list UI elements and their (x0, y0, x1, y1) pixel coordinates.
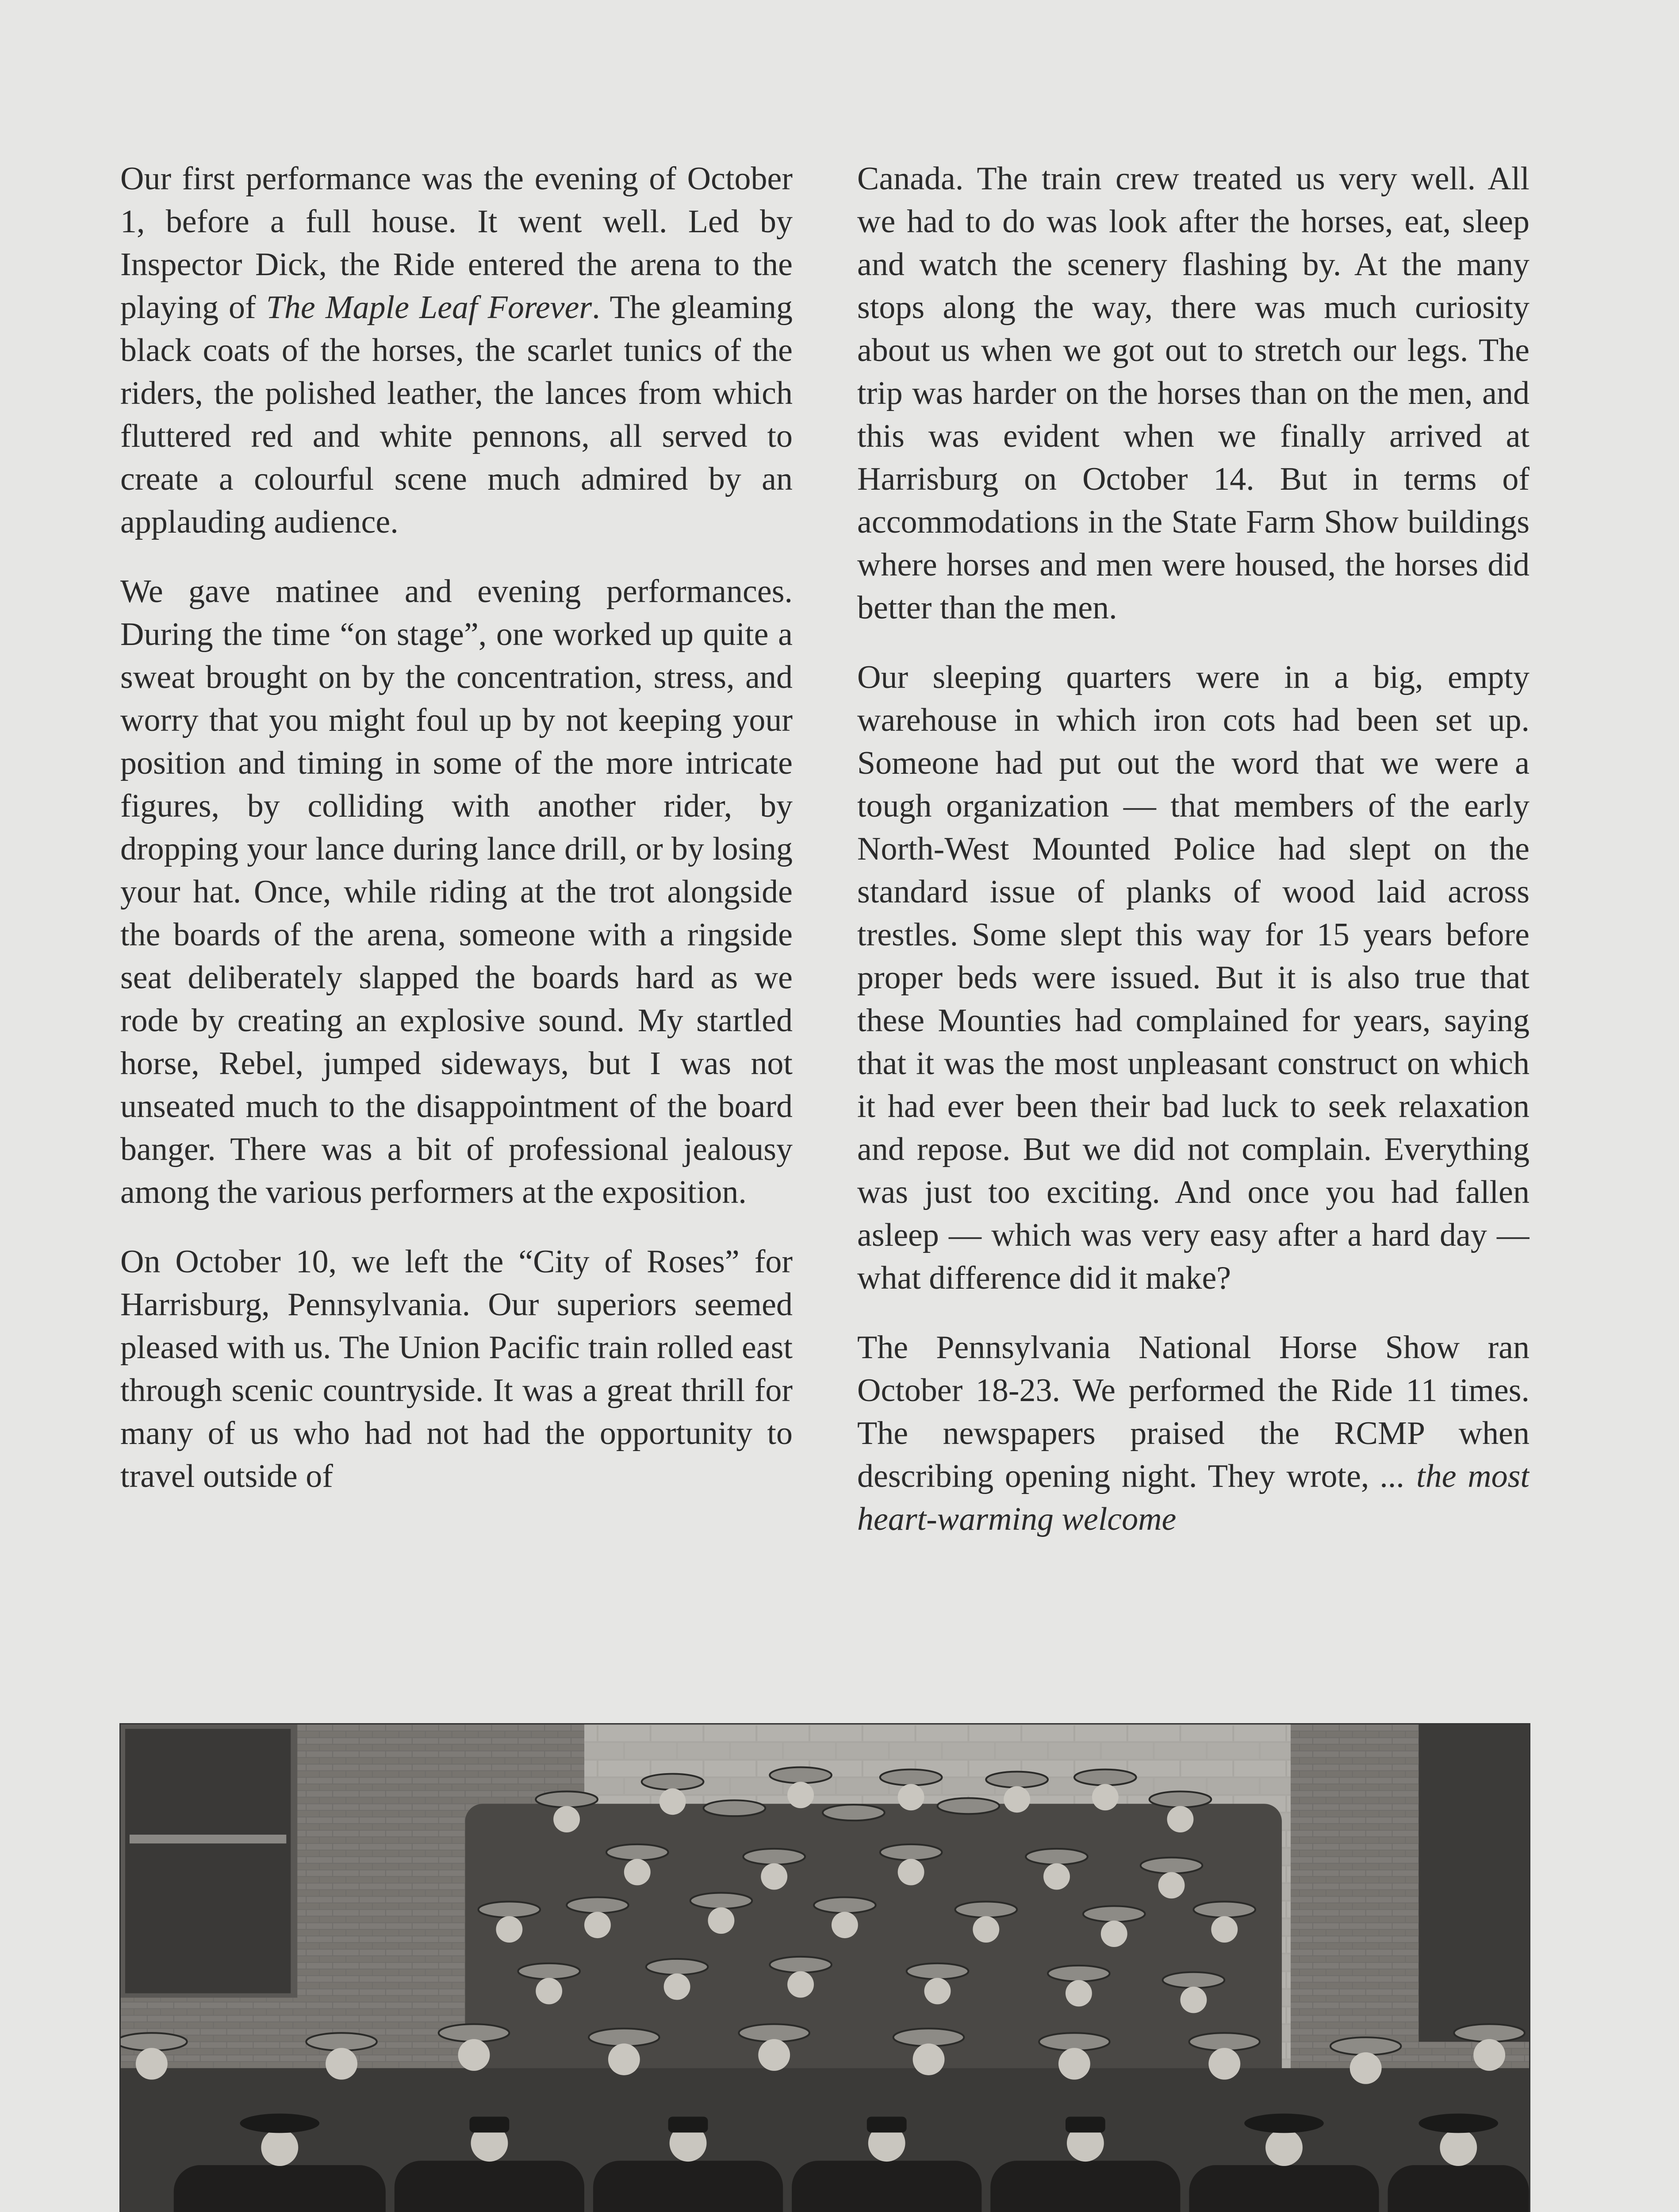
right-paragraph-3-text: The Pennsylvania National Horse Show ran October 18-23. We performed the Ride 11 times. The newspapers praised the RCMP when describing opening night. They wrote, (857, 1329, 1530, 1494)
left-column (120, 157, 793, 1684)
group-photo (119, 1723, 1530, 2212)
group-photo-illustration (121, 1724, 1529, 2212)
left-paragraph-3: On October 10, we left the “City of Roses” for Harrisburg, Pennsylvania. Our superiors seemed pleased with us. The Union Pacific train rolled east through scenic countryside. It was a great thrill for many of us who had not had the opportunity to travel outside of (120, 1244, 793, 1494)
left-paragraph-2: We gave matinee and evening performances. During the time “on stage”, one worked up quite a sweat brought on by the concentration, stress, and worry that you might foul up by not keeping your position and timing in some of the more intricate figures, by colliding with another rider, by dropping your lance during lance drill, or by losing your hat. Once, while riding at the trot alongside the boards of the arena, someone with a ringside seat deliberately slapped the boards hard as we rode by creating an explosive sound. My startled horse, Rebel, jumped sideways, but I was not unseated much to the disappointment of the board banger. There was a bit of professional jealousy among the various performers at the exposition. (120, 573, 793, 1210)
left-paragraph-1-text-b: . The gleaming black coats of the horses, the scarlet tunics of the riders, the polished leather, the lances from which fluttered red and white pennons, all served to create a colourful scene much admired by an applauding audience. (120, 289, 793, 540)
left-paragraph-1 (120, 157, 793, 544)
right-paragraph-3 (857, 1326, 1530, 1541)
newspaper-quote: ... the most heart-warming welcome (857, 1458, 1530, 1537)
left-paragraph-1-text-a: Our first performance was the evening of October 1, before a full house. It went well. Led by Inspector Dick, the Ride entered the arena to the playing of (120, 161, 793, 326)
right-paragraph-2: Our sleeping quarters were in a big, empty warehouse in which iron cots had been set up. Someone had put out the word that we were a tough organization — that members of the early North-West Mounted Police had slept on the standard issue of planks of wood laid across trestles. Some slept this way for 15 years before proper beds were issued. But it is also true that these Mounties had complained for years, saying that it was the most unpleasant construct on which it had ever been their bad luck to seek relaxation and repose. But we did not complain. Everything was just too exciting. And once you had fallen asleep — which was very easy after a hard day — what difference did it make? (857, 659, 1530, 1296)
right-paragraph-1: Canada. The train crew treated us very well. All we had to do was look after the horses, eat, sleep and watch the scenery flashing by. At the many stops along the way, there was much curiosity about us when we got out to stretch our legs. The trip was harder on the horses than on the men, and this was evident when we finally arrived at Harrisburg on October 14. But in terms of accommodations in the State Farm Show buildings where horses and men were housed, the horses did better than the men. (857, 161, 1530, 626)
right-column (857, 157, 1530, 1684)
song-title: The Maple Leaf Forever (266, 289, 592, 326)
